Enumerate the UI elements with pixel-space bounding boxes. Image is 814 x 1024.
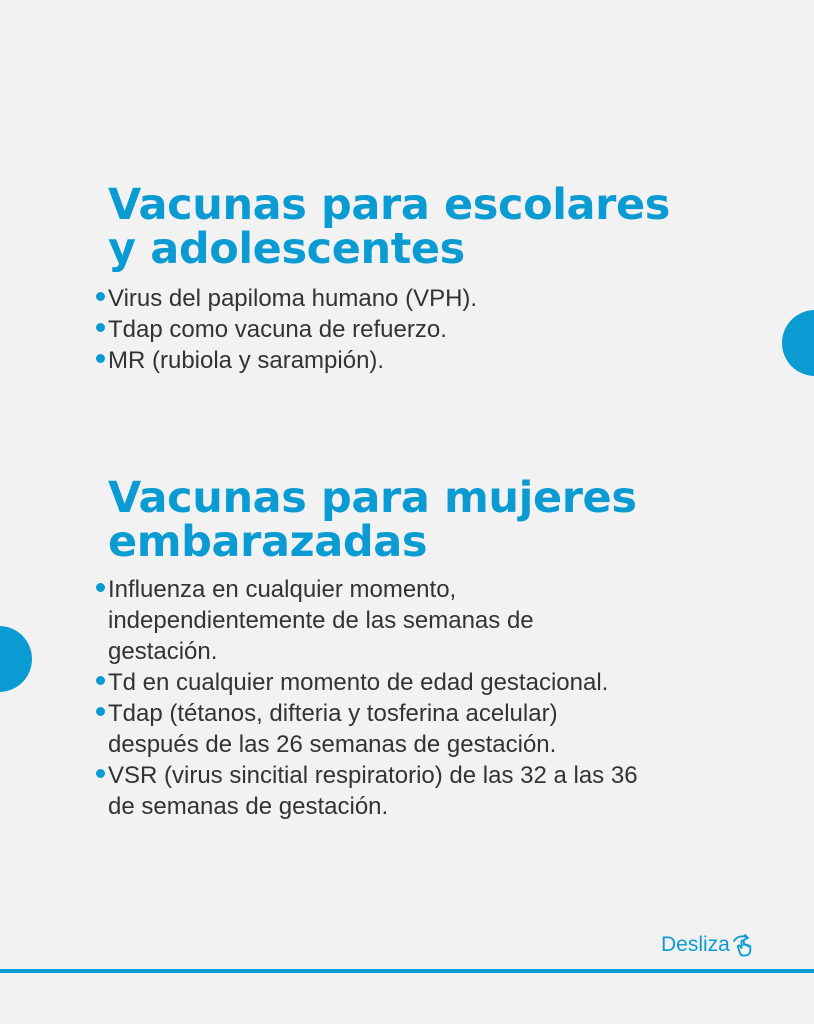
decorative-circle-left [0, 626, 32, 692]
list-item-text: VSR (virus sincitial respiratorio) de las 32 a las 36 [108, 762, 638, 789]
list-item [96, 283, 477, 314]
list-item [96, 345, 477, 376]
swipe-indicator[interactable] [661, 932, 757, 958]
list-item-text: Virus del papiloma humano (VPH). [108, 285, 478, 312]
bottom-divider [0, 969, 814, 973]
list-item-text: gestación. [108, 638, 218, 665]
list-item-text: de semanas de gestación. [108, 793, 389, 820]
bullet-dot [96, 354, 105, 363]
list-item [96, 314, 477, 345]
heading-line: embarazadas [108, 517, 428, 567]
heading-line: Vacunas para escolares [108, 180, 670, 230]
section-heading-school [108, 180, 670, 274]
list-item [96, 760, 638, 822]
list-item [96, 667, 638, 698]
list-item-text: MR (rubiola y sarampión). [108, 347, 385, 374]
heading-line: y adolescentes [108, 224, 465, 274]
bullet-dot [96, 676, 105, 685]
decorative-circle-right [782, 310, 814, 376]
bullet-dot [96, 323, 105, 332]
section-heading-pregnant [108, 473, 637, 567]
vaccine-list-pregnant [96, 574, 638, 822]
swipe-label: Desliza [661, 933, 730, 956]
list-item-text: Tdap como vacuna de refuerzo. [108, 316, 447, 343]
bullet-dot [96, 707, 105, 716]
list-item [96, 574, 638, 667]
bullet-dot [96, 769, 105, 778]
list-item-text: Tdap (tétanos, difteria y tosferina acelular) [108, 700, 558, 727]
swipe-hand-icon [731, 932, 757, 958]
list-item-text: después de las 26 semanas de gestación. [108, 731, 557, 758]
vaccine-list-school [96, 283, 477, 376]
list-item-text: independientemente de las semanas de [108, 607, 534, 634]
list-item-text: Td en cualquier momento de edad gestacional. [108, 669, 609, 696]
bullet-dot [96, 292, 105, 301]
heading-line: Vacunas para mujeres [108, 473, 637, 523]
list-item-text: Influenza en cualquier momento, [108, 576, 457, 603]
list-item [96, 698, 638, 760]
bullet-dot [96, 583, 105, 592]
